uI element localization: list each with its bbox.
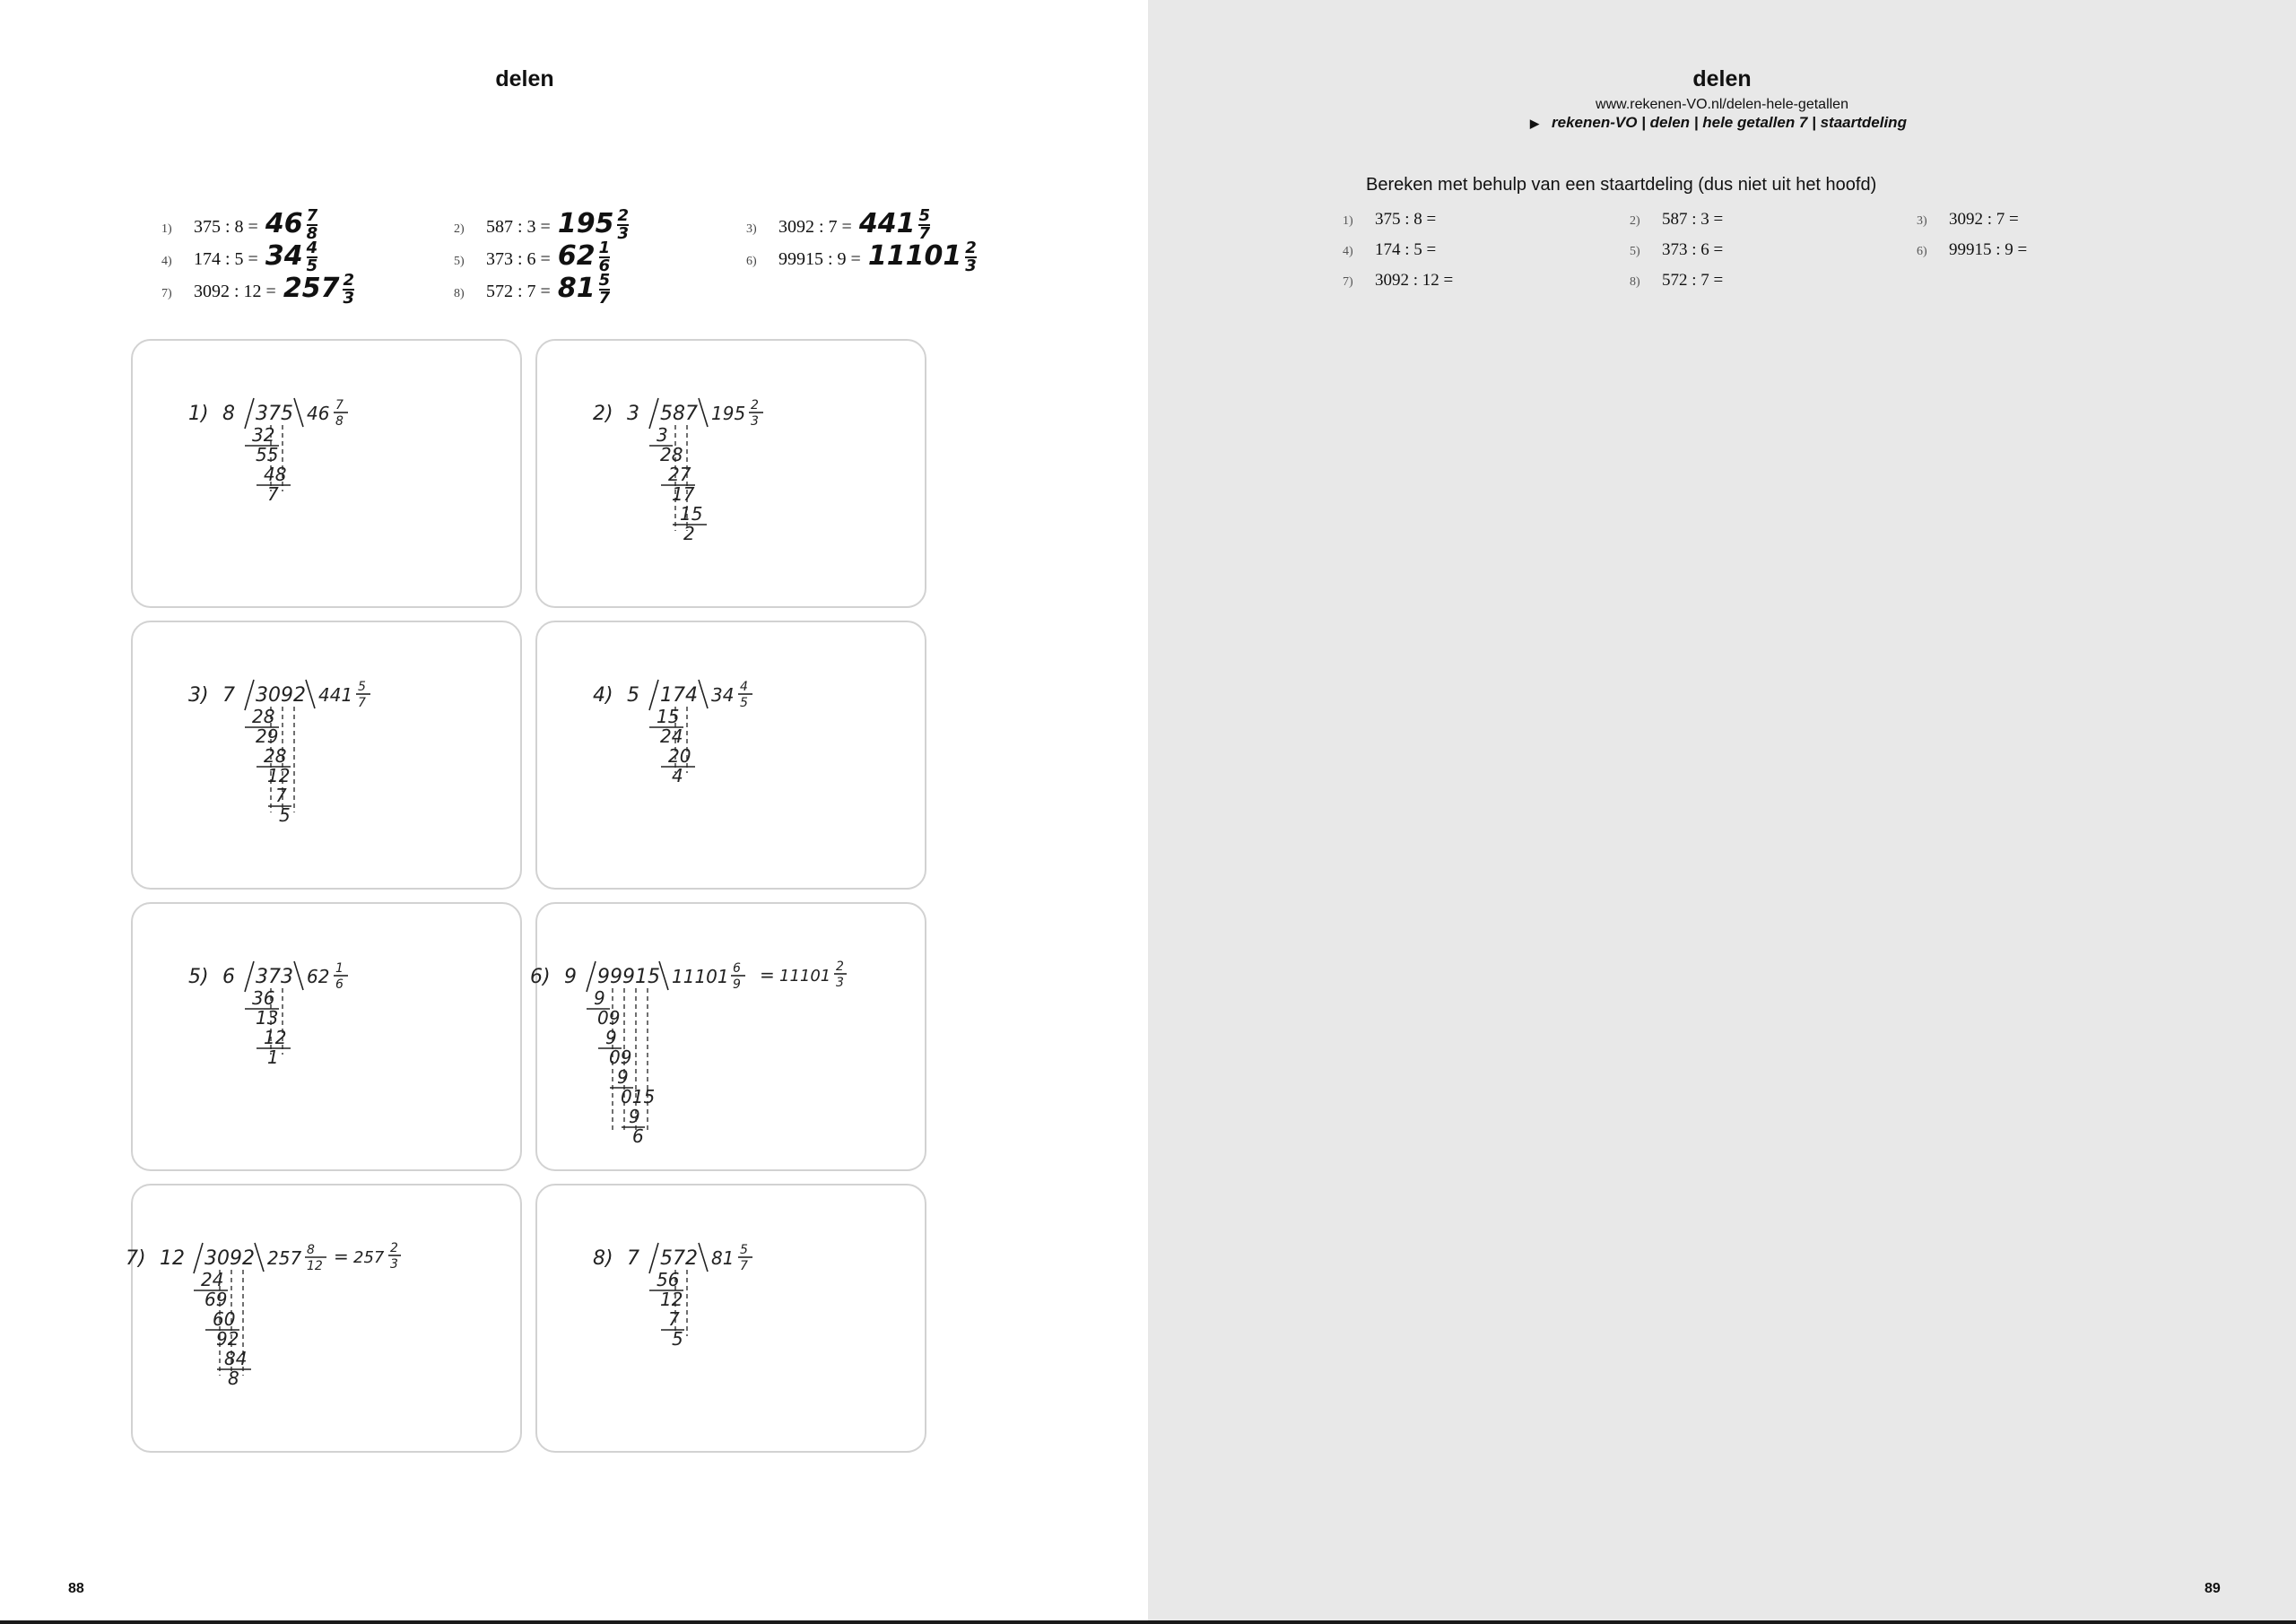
fraction-numerator: 5 — [598, 270, 611, 290]
dividend: 587 — [660, 403, 698, 425]
item-number: 7) — [161, 287, 172, 300]
division-step: 09 — [597, 1007, 621, 1029]
exercise-item — [1343, 271, 1453, 291]
long-division-sketch — [126, 1185, 520, 1451]
equals-sign: = — [334, 1246, 349, 1267]
page-number: 88 — [68, 1581, 84, 1596]
division-bracket-right — [659, 961, 668, 990]
step-label: 7) — [126, 1247, 146, 1270]
dividend: 3092 — [204, 1247, 255, 1270]
division-step: 7 — [275, 785, 287, 806]
long-division-sketch — [537, 341, 925, 606]
long-division-sketch — [133, 622, 520, 888]
dividend: 375 — [256, 403, 293, 425]
division-step: 36 — [252, 987, 275, 1009]
fraction-numerator: 2 — [836, 960, 844, 974]
division-step: 9 — [605, 1027, 617, 1048]
handwritten-answer — [265, 205, 318, 243]
handwritten-answer — [858, 205, 930, 243]
quotient: 34 — [711, 684, 735, 706]
quotient: 46 — [307, 403, 330, 424]
exercise-item — [1917, 210, 2019, 230]
step-label: 8) — [593, 1247, 613, 1270]
quotient: 11101 — [672, 966, 729, 987]
right-page — [1148, 0, 2296, 1620]
division-step: 7 — [668, 1308, 680, 1330]
handwritten-answer — [557, 205, 629, 243]
answer-item — [454, 240, 610, 274]
fraction-numerator: 5 — [740, 1243, 748, 1257]
fraction-denominator: 7 — [358, 696, 366, 710]
answer-item — [161, 240, 317, 274]
division-step: 12 — [267, 765, 291, 786]
work-card — [131, 339, 522, 608]
division-bracket-right — [699, 1243, 708, 1272]
item-question: 373 : 6 = — [486, 249, 551, 269]
fraction-denominator: 3 — [343, 288, 354, 308]
fraction-numerator: 2 — [617, 205, 629, 225]
item-question: 3092 : 7 = — [1949, 210, 2019, 229]
page-title: delen — [1692, 66, 1752, 91]
answer-fraction — [598, 270, 611, 308]
item-question: 587 : 3 = — [1662, 210, 1724, 229]
divisor: 8 — [222, 403, 235, 425]
divisor: 7 — [222, 684, 235, 707]
division-bracket-right — [294, 398, 303, 427]
answer-item — [746, 205, 930, 243]
exercise-item — [1343, 240, 1436, 260]
answer-whole: 257 — [283, 273, 340, 304]
division-step: 28 — [660, 444, 683, 465]
exercise-item — [1630, 210, 1723, 230]
dividend: 572 — [660, 1247, 698, 1270]
dividend: 99915 — [597, 966, 660, 988]
division-step: 015 — [621, 1086, 656, 1107]
item-number: 4) — [1343, 245, 1353, 258]
item-number: 5) — [454, 255, 465, 268]
division-step: 9 — [629, 1106, 640, 1127]
division-bracket-right — [306, 680, 315, 708]
page-title: delen — [495, 66, 554, 91]
division-step: 6 — [632, 1125, 644, 1147]
exercise-item — [1630, 271, 1723, 291]
divisor: 9 — [564, 966, 577, 988]
division-step: 24 — [201, 1269, 224, 1290]
work-card — [131, 902, 522, 1171]
fraction-numerator: 6 — [733, 961, 741, 976]
item-number: 3) — [746, 222, 757, 236]
division-step: 28 — [264, 745, 287, 767]
fraction-numerator: 1 — [335, 961, 344, 976]
quotient: 195 — [711, 403, 746, 424]
division-step: 2 — [683, 523, 695, 544]
division-step: 27 — [668, 464, 691, 485]
step-label: 3) — [188, 684, 209, 707]
simplified-quotient: 257 — [353, 1248, 385, 1267]
left-page — [0, 0, 1148, 1620]
item-question: 174 : 5 = — [1375, 240, 1437, 259]
item-question: 3092 : 12 = — [194, 282, 276, 301]
division-step: 5 — [279, 804, 291, 826]
answer-item — [746, 240, 977, 274]
division-step: 9 — [617, 1066, 629, 1088]
division-step: 48 — [264, 464, 287, 485]
answer-fraction — [343, 270, 354, 308]
fraction-denominator: 7 — [918, 223, 930, 243]
item-number: 1) — [161, 222, 172, 236]
handwritten-answer — [867, 238, 977, 275]
work-card — [535, 1184, 926, 1453]
division-step: 15 — [680, 503, 703, 525]
page-bottom-border — [0, 1620, 2296, 1624]
division-bracket-right — [255, 1243, 264, 1272]
long-division-sketch — [537, 622, 925, 888]
breadcrumb-text: rekenen-VO | delen | hele getallen 7 | staartdeling — [1552, 114, 1907, 131]
division-step: 9 — [594, 987, 605, 1009]
item-question: 3092 : 7 = — [778, 217, 852, 237]
fraction-denominator: 6 — [598, 256, 611, 275]
equals-sign: = — [760, 964, 775, 986]
division-bracket-right — [294, 961, 303, 990]
fraction-denominator: 6 — [335, 977, 344, 992]
division-step: 09 — [609, 1046, 632, 1068]
fraction-denominator: 5 — [740, 696, 748, 710]
answer-whole: 11101 — [867, 240, 962, 272]
long-division-sketch — [133, 904, 520, 1169]
item-question: 375 : 8 = — [1375, 210, 1437, 229]
fraction-numerator: 1 — [598, 238, 611, 257]
division-step: 20 — [668, 745, 691, 767]
fraction-denominator: 3 — [390, 1257, 398, 1272]
long-division-sketch — [530, 904, 925, 1169]
fraction-numerator: 4 — [306, 238, 318, 257]
instruction: Bereken met behulp van een staartdeling (dus niet uit het hoofd) — [1366, 175, 1877, 195]
dividend: 3092 — [256, 684, 306, 707]
fraction-denominator: 12 — [307, 1259, 323, 1273]
fraction-denominator: 7 — [598, 288, 611, 308]
division-step: 92 — [216, 1328, 239, 1350]
item-number: 8) — [454, 287, 465, 300]
handwritten-answer — [283, 270, 354, 308]
answer-item — [454, 205, 629, 243]
dividend: 174 — [660, 684, 698, 707]
divisor: 5 — [627, 684, 639, 707]
work-card — [126, 1184, 522, 1453]
divisor: 12 — [160, 1247, 185, 1270]
long-division-sketch — [133, 341, 520, 606]
breadcrumb-arrow-icon: ▶ — [1530, 117, 1539, 130]
item-question: 373 : 6 = — [1662, 240, 1724, 259]
item-number: 1) — [1343, 214, 1353, 228]
division-step: 13 — [256, 1007, 279, 1029]
fraction-numerator: 7 — [335, 398, 344, 413]
dividend: 373 — [256, 966, 293, 988]
answer-fraction — [617, 205, 629, 243]
item-number: 7) — [1343, 275, 1353, 289]
fraction-numerator: 5 — [358, 680, 366, 694]
item-question: 99915 : 9 = — [1949, 240, 2028, 259]
item-number: 6) — [1917, 245, 1927, 258]
handwritten-answer — [557, 270, 611, 308]
divisor: 6 — [222, 966, 235, 988]
fraction-denominator: 5 — [306, 256, 318, 275]
item-number: 5) — [1630, 245, 1640, 258]
division-step: 55 — [256, 444, 279, 465]
division-step: 60 — [213, 1308, 236, 1330]
answer-fraction — [306, 205, 318, 243]
item-question: 99915 : 9 = — [778, 249, 861, 269]
exercise-item — [1343, 210, 1436, 230]
answer-whole: 62 — [557, 240, 596, 272]
answer-whole: 34 — [265, 240, 303, 272]
fraction-numerator: 2 — [965, 238, 977, 257]
answer-whole: 81 — [557, 273, 596, 304]
answer-whole: 195 — [557, 208, 614, 239]
division-step: 7 — [267, 483, 279, 505]
fraction-numerator: 2 — [343, 270, 354, 290]
long-division-sketch — [537, 1185, 925, 1451]
item-number: 6) — [746, 255, 757, 268]
breadcrumb[interactable] — [1530, 114, 1907, 132]
division-bracket-right — [699, 398, 708, 427]
division-step: 32 — [252, 424, 275, 446]
division-step: 4 — [672, 765, 683, 786]
fraction-denominator: 7 — [740, 1259, 748, 1273]
page-number: 89 — [2205, 1581, 2221, 1596]
item-number: 4) — [161, 255, 172, 268]
quotient: 81 — [711, 1247, 735, 1269]
item-number: 2) — [454, 222, 465, 236]
handwritten-answer — [557, 238, 611, 275]
step-label: 1) — [188, 403, 209, 425]
exercise-item — [1917, 240, 2027, 260]
quotient: 62 — [307, 966, 330, 987]
item-question: 174 : 5 = — [194, 249, 258, 269]
fraction-denominator: 3 — [836, 976, 844, 990]
division-step: 1 — [267, 1046, 279, 1068]
item-question: 3092 : 12 = — [1375, 271, 1454, 290]
work-card — [535, 339, 926, 608]
answer-item — [454, 270, 611, 308]
answer-fraction — [918, 205, 930, 243]
division-bracket-right — [699, 680, 708, 708]
answer-fraction — [306, 238, 318, 275]
division-step: 3 — [657, 424, 668, 446]
simplified-quotient: 11101 — [779, 967, 831, 986]
quotient: 257 — [267, 1247, 302, 1269]
answer-item — [161, 205, 318, 243]
fraction-denominator: 3 — [965, 256, 977, 275]
step-label: 4) — [593, 684, 613, 707]
answer-fraction — [598, 238, 611, 275]
item-question: 572 : 7 = — [1662, 271, 1724, 290]
item-number: 3) — [1917, 214, 1927, 228]
fraction-denominator: 3 — [751, 414, 759, 429]
item-number: 8) — [1630, 275, 1640, 289]
item-question: 587 : 3 = — [486, 217, 551, 237]
division-step: 56 — [657, 1269, 680, 1290]
handwritten-answer — [265, 238, 318, 275]
fraction-numerator: 4 — [740, 680, 748, 694]
website-url[interactable]: www.rekenen-VO.nl/delen-hele-getallen — [1596, 97, 1848, 112]
division-step: 12 — [264, 1027, 287, 1048]
divisor: 3 — [627, 403, 639, 425]
division-step: 12 — [660, 1289, 683, 1310]
division-step: 5 — [672, 1328, 683, 1350]
work-card — [535, 621, 926, 890]
item-question: 572 : 7 = — [486, 282, 551, 301]
division-step: 28 — [252, 706, 275, 727]
step-label: 5) — [188, 966, 209, 988]
answer-whole: 46 — [265, 208, 303, 239]
division-step: 8 — [228, 1368, 239, 1389]
item-question: 375 : 8 = — [194, 217, 258, 237]
quotient: 441 — [318, 684, 353, 706]
item-number: 2) — [1630, 214, 1640, 228]
work-card — [530, 902, 926, 1171]
division-step: 24 — [660, 725, 683, 747]
fraction-numerator: 2 — [390, 1241, 398, 1255]
exercise-item — [1630, 240, 1723, 260]
division-step: 69 — [204, 1289, 228, 1310]
fraction-denominator: 8 — [306, 223, 318, 243]
fraction-denominator: 8 — [335, 414, 344, 429]
division-step: 17 — [672, 483, 695, 505]
fraction-numerator: 2 — [751, 398, 759, 413]
step-label: 2) — [593, 403, 613, 425]
fraction-denominator: 9 — [733, 977, 741, 992]
fraction-numerator: 7 — [306, 205, 318, 225]
fraction-numerator: 8 — [307, 1243, 315, 1257]
division-step: 15 — [657, 706, 680, 727]
answer-whole: 441 — [858, 208, 916, 239]
work-card — [131, 621, 522, 890]
divisor: 7 — [627, 1247, 639, 1270]
fraction-numerator: 5 — [918, 205, 930, 225]
step-label: 6) — [530, 966, 551, 988]
division-step: 29 — [256, 725, 279, 747]
answer-fraction — [965, 238, 977, 275]
fraction-denominator: 3 — [617, 223, 629, 243]
division-step: 84 — [224, 1348, 248, 1369]
answer-item — [161, 270, 354, 308]
